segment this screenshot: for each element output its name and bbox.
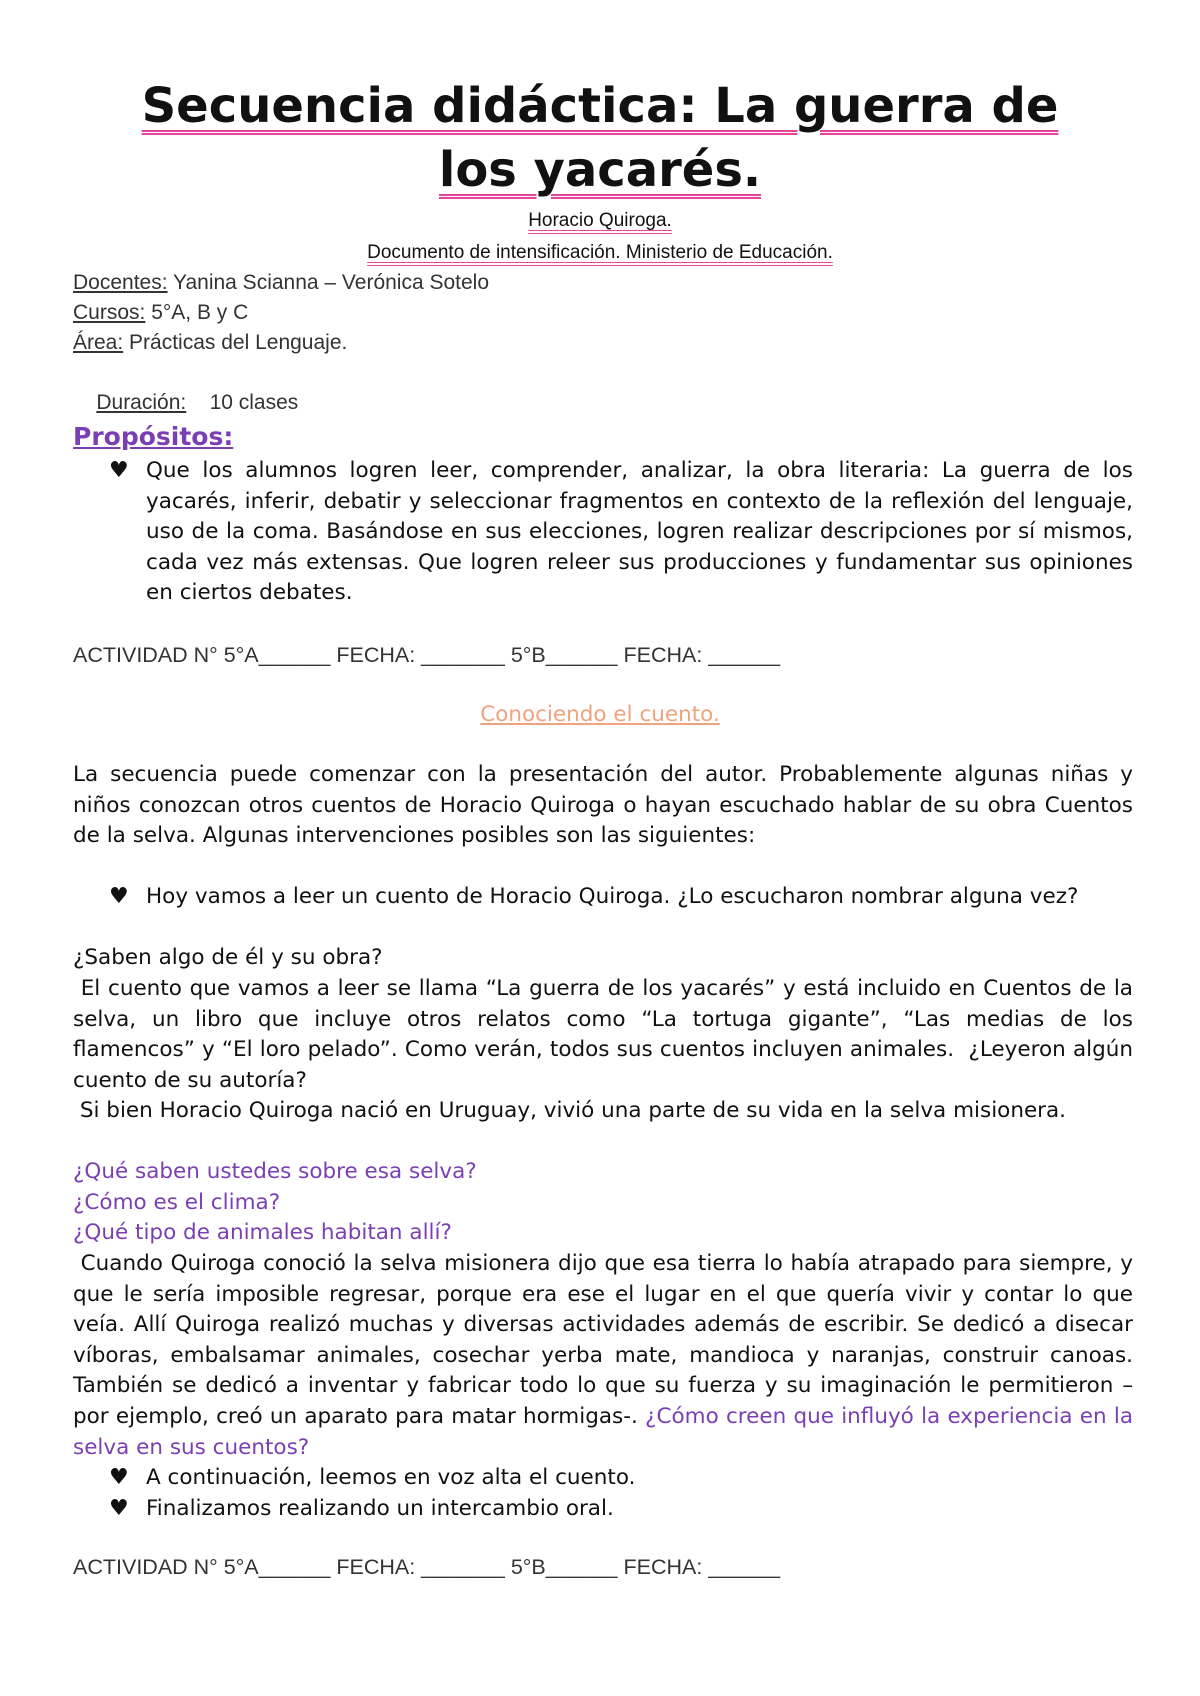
title-line-1: Secuencia didáctica: La guerra de xyxy=(141,78,1059,134)
bullet-hoy xyxy=(73,882,1133,913)
meta-cursos xyxy=(73,298,248,328)
area-label: Área: xyxy=(73,331,124,354)
cursos-label: Cursos: xyxy=(73,301,146,324)
heart-bullet-icon: ♥ xyxy=(109,458,129,483)
intro-paragraph: La secuencia puede comenzar con la presentación del autor. Probablemente algunas niñas y niños conozcan otros cuentos de Horacio Quiroga o hayan escuchado hablar de su obra Cuentos de la selva. Algunas intervenciones posibles son las siguientes: xyxy=(73,762,1133,849)
paragraph-cuando-text: Cuando Quiroga conoció la selva misionera dijo que esa tierra lo había atrapado para siempre, y que le sería imposible regresar, porque era ese el lugar en el que quería vivir y contar lo que veía. Allí Quiroga realizó muchas y diversas actividades además de escribir. Se dedicó a disecar víboras, embalsamar animales, cosechar yerba mate, mandioca y naranjas, construir canoas. También se dedicó a inventar y fabricar todo lo que su fuerza y su imaginación le permitieron –por ejemplo, creó un aparato para matar hormigas-. xyxy=(73,1251,1140,1429)
actividad-line-2: ACTIVIDAD N° 5°A______ FECHA: _______ 5°B______ FECHA: ______ xyxy=(73,1555,781,1579)
docentes-label: Docentes: xyxy=(73,271,168,294)
author-line xyxy=(60,208,1140,234)
bullet-finalizamos xyxy=(73,1494,1133,1525)
question-clima: ¿Cómo es el clima? xyxy=(73,1190,281,1215)
source-text: Documento de intensificación. Ministerio de Educación. xyxy=(367,242,833,263)
propositos-heading: Propósitos: xyxy=(73,422,234,451)
duracion-label: Duración: xyxy=(96,391,187,414)
question-animales: ¿Qué tipo de animales habitan allí? xyxy=(73,1220,452,1245)
bullet-finalizamos-text: Finalizamos realizando un intercambio oral. xyxy=(146,1496,614,1521)
title-line-2: los yacarés. xyxy=(438,142,762,198)
question-saben: ¿Saben algo de él y su obra? xyxy=(73,945,383,970)
question-selva: ¿Qué saben ustedes sobre esa selva? xyxy=(73,1159,477,1184)
source-line xyxy=(60,240,1140,266)
bullet-hoy-text: Hoy vamos a leer un cuento de Horacio Quiroga. ¿Lo escucharon nombrar alguna vez? xyxy=(146,884,1079,909)
meta-docentes xyxy=(73,268,489,298)
paragraph-uruguay: Si bien Horacio Quiroga nació en Uruguay, vivió una parte de su vida en la selva misionera. xyxy=(73,1098,1067,1123)
conociendo-heading: Conociendo el cuento. xyxy=(480,702,720,727)
question-influyo: ¿Cómo creen que influyó la experiencia en la selva en sus cuentos? xyxy=(73,1403,1140,1460)
heart-bullet-icon: ♥ xyxy=(109,1465,129,1490)
propositos-text: Que los alumnos logren leer, comprender, analizar, la obra literaria: La guerra de los yacarés, inferir, debatir y seleccionar fragmentos en contexto de la reflexión del lenguaje, uso de la coma. Basándose en sus elecciones, logren realizar descripciones por sí mismos, cada vez más extensas. Que logren releer sus producciones y fundamentar sus opiniones en ciertos debates. xyxy=(146,458,1133,606)
docentes-value: Yanina Scianna – Verónica Sotelo xyxy=(167,271,490,294)
heart-bullet-icon: ♥ xyxy=(109,1496,129,1521)
propositos-bullet xyxy=(73,456,1133,609)
duracion-value: 10 clases xyxy=(186,391,299,414)
heart-bullet-icon: ♥ xyxy=(109,884,129,909)
meta-area xyxy=(73,328,347,358)
author-name: Horacio Quiroga. xyxy=(528,210,672,231)
bullet-continuacion xyxy=(73,1463,1133,1494)
paragraph-cuento: El cuento que vamos a leer se llama “La guerra de los yacarés” y está incluido en Cuentos de la selva, un libro que incluye otros relatos como “La tortuga gigante”, “Las medias de los flamencos” y “El loro pelado”. Como verán, todos sus cuentos incluyen animales. ¿Leyeron algún cuento de su autoría? xyxy=(73,976,1140,1093)
paragraph-cuando xyxy=(73,1249,1140,1463)
document-title xyxy=(60,74,1140,202)
cursos-value: 5°A, B y C xyxy=(145,301,249,324)
bullet-continuacion-text: A continuación, leemos en voz alta el cuento. xyxy=(146,1465,636,1490)
actividad-line-1: ACTIVIDAD N° 5°A______ FECHA: _______ 5°B______ FECHA: ______ xyxy=(73,643,781,667)
area-value: Prácticas del Lenguaje. xyxy=(123,331,348,354)
